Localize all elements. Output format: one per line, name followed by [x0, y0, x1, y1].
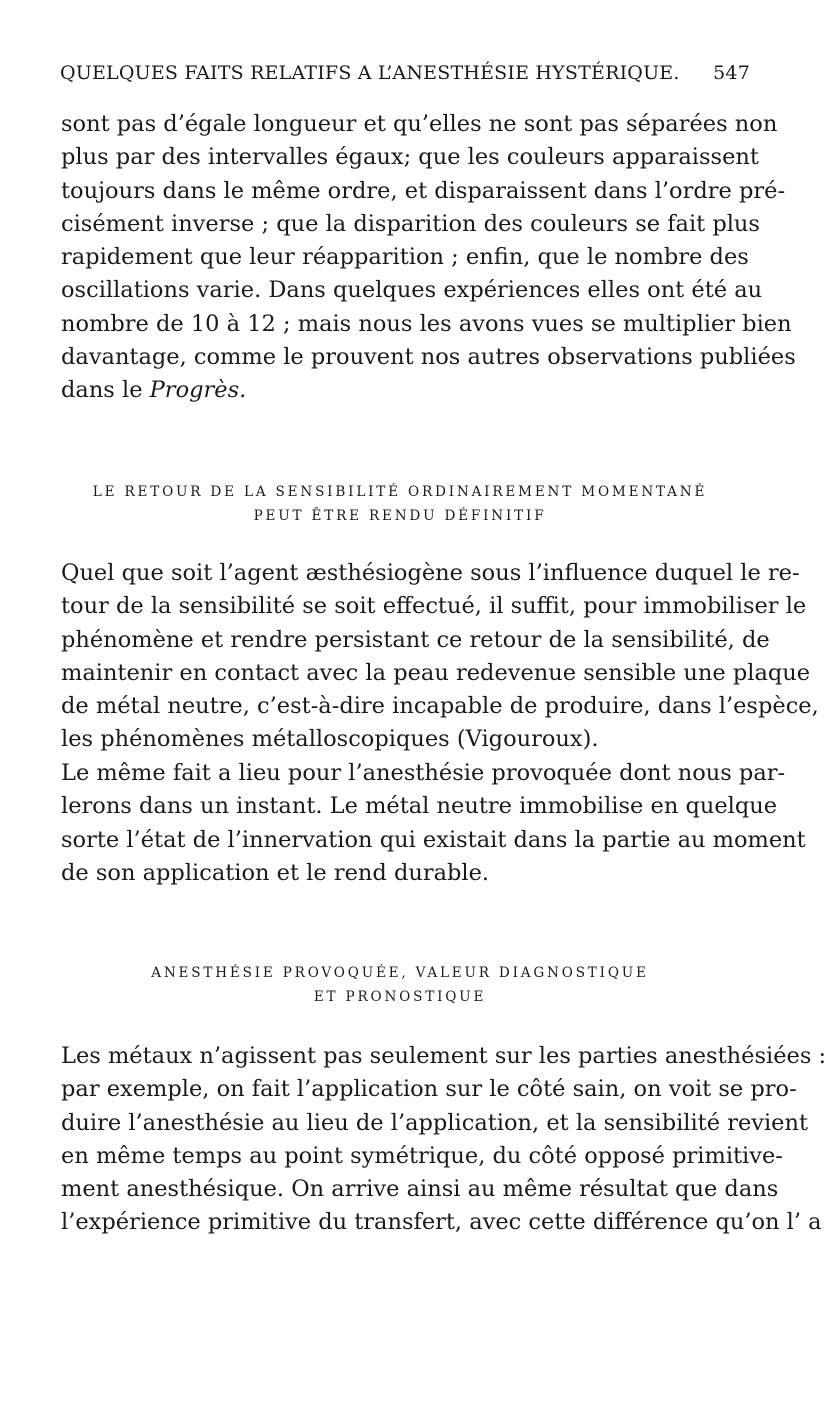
paragraph-2 [61, 557, 819, 757]
paragraph-4 [61, 1040, 826, 1240]
text-line: sorte l’état de l’innervation qui existait dans la partie au moment [61, 826, 806, 853]
text-line: sont pas d’égale longueur et qu’elles ne sont pas séparées non [61, 111, 778, 137]
journal-title-italic: Progrès. [149, 377, 247, 404]
text-line: Quel que soit l’agent æsthésiogène sous l’influence duquel le re- [61, 560, 800, 586]
text-line: maintenir en contact avec la peau redevenue sensible une plaque [61, 659, 811, 686]
text-line: par exemple, on fait l’application sur le côté sain, on voit se pro- [61, 1076, 797, 1103]
paragraph-3 [61, 757, 806, 890]
text-line: tour de la sensibilité se soit effectué, il suffit, pour immobiliser le [61, 593, 807, 620]
text-line: cisément inverse ; que la disparition des couleurs se fait plus [61, 210, 760, 237]
text-line: lerons dans un instant. Le métal neutre immobilise en quelque [61, 793, 778, 820]
text-line: oscillations varie. Dans quelques expériences elles ont été au [61, 277, 763, 304]
heading-line: PEUT ÊTRE RENDU DÉFINITIF [253, 508, 547, 524]
running-head-title: QUELQUES FAITS RELATIFS A L’ANESTHÉSIE HYSTÉRIQUE. [60, 62, 680, 84]
text-line: nombre de 10 à 12 ; mais nous les avons vues se multiplier bien [61, 310, 792, 337]
text-line: rapidement que leur réapparition ; enfin, que le nombre des [61, 244, 749, 271]
text-line [61, 374, 720, 407]
section-heading-2 [60, 961, 740, 1009]
text-line: Le même fait a lieu pour l’anesthésie provoquée dont nous par- [61, 760, 786, 786]
section-heading-1 [60, 480, 740, 528]
text-line: davantage, comme le prouvent nos autres observations publiées [61, 344, 796, 371]
text-line: ment anesthésique. On arrive ainsi au même résultat que dans [61, 1176, 779, 1203]
text-line: plus par des intervalles égaux; que les couleurs apparaissent [61, 144, 759, 171]
heading-line: LE RETOUR DE LA SENSIBILITÉ ORDINAIREMENT MOMENTANÉ [92, 484, 708, 500]
text-line: toujours dans le même ordre, et disparaissent dans l’ordre pré- [61, 177, 786, 204]
heading-line: ANESTHÉSIE PROVOQUÉE, VALEUR DIAGNOSTIQUE [151, 965, 649, 981]
text-fragment: dans le [61, 377, 150, 404]
running-head [60, 62, 750, 102]
page-number: 547 [713, 62, 750, 84]
text-line: l’expérience primitive du transfert, avec cette différence qu’on l’ a [61, 1209, 822, 1236]
text-line: de métal neutre, c’est-à-dire incapable de produire, dans l’espèce, [61, 693, 819, 720]
text-line: de son application et le rend durable. [61, 859, 490, 886]
text-line: phénomène et rendre persistant ce retour de la sensibilité, de [61, 626, 770, 653]
heading-line: ET PRONOSTIQUE [313, 989, 487, 1005]
text-line: duire l’anesthésie au lieu de l’application, et la sensibilité revient [61, 1109, 809, 1136]
text-line: en même temps au point symétrique, du côté opposé primitive- [61, 1142, 783, 1169]
text-line: les phénomènes métalloscopiques (Vigouroux). [61, 726, 599, 753]
text-line: Les métaux n’agissent pas seulement sur les parties anesthésiées : [61, 1043, 826, 1069]
paragraph-1 [61, 108, 796, 408]
